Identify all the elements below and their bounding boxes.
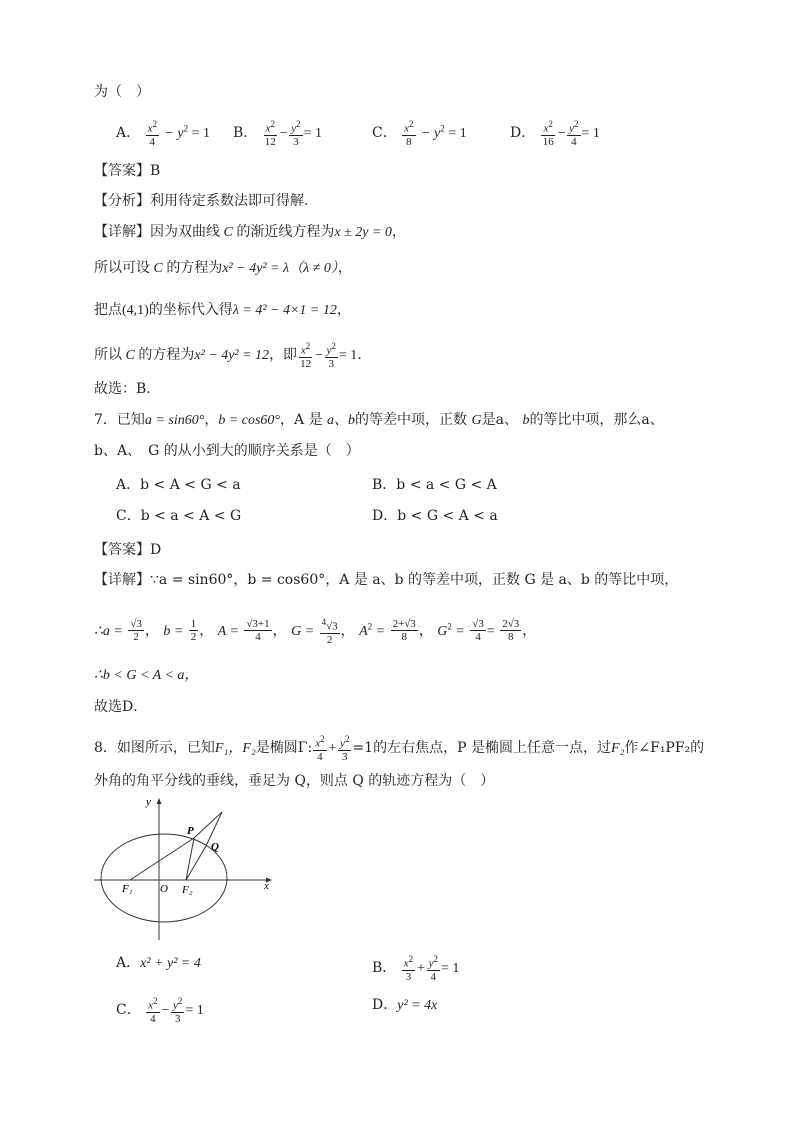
answer-value: B	[150, 163, 161, 179]
label-o: O	[160, 883, 168, 895]
answer-value: D	[150, 542, 162, 558]
fraction: $\frac{2√3}{8}$	[502, 618, 520, 644]
label-y: y	[146, 796, 151, 808]
q8-option-b: B． $\frac{x^2}{3}$ + $\frac{y^2}{4}$ = 1	[372, 954, 460, 983]
fraction: $\frac{^4√3}{2}$	[321, 617, 338, 646]
text: 把点	[94, 302, 122, 318]
text: 的等差中项，正数	[355, 412, 468, 428]
q8-stem-1: 8．如图所示，已知F₁，F₂是椭圆Γ: $\frac{x^2}{4}$ + $\frac{y^2}{3}$ =1的左右焦点，P 是椭圆上任意一点，过F₂作∠F₁PF₂的	[94, 734, 705, 763]
fraction: $\frac{y^2}{3}$	[326, 341, 336, 370]
q7-option-c: C．b < a < A < G	[116, 508, 242, 524]
text: ，即	[269, 346, 298, 363]
q7-option-b: B．b < a < G < A	[372, 477, 497, 493]
math: x² − 4y² = λ（λ ≠ 0）	[222, 261, 338, 276]
q6-choose: 故选：B.	[94, 381, 151, 397]
q7-stem-2: b、A、 G 的从小到大的顺序关系是（ ）	[94, 443, 360, 459]
var-c: C	[153, 261, 163, 276]
q7-answer	[94, 540, 161, 560]
q6-option-c: C． $\frac{x^2}{8}$ − $y^2 = 1$	[372, 119, 467, 148]
fraction: $\frac{x^2}{4}$	[147, 119, 157, 148]
fraction: $\frac{y^2}{4}$	[428, 954, 438, 983]
q7-option-a: A．b < A < G < a	[116, 477, 241, 493]
q8-option-c: C． $\frac{x^2}{4}$ − $\frac{y^2}{3}$ = 1	[116, 996, 204, 1025]
option-label: D．	[372, 997, 398, 1013]
text: 8．如图所示，已知	[94, 739, 215, 756]
math: y² = 4x	[397, 998, 438, 1013]
label-p: P	[187, 825, 194, 837]
segment-f1-p	[130, 838, 194, 880]
fraction: $\frac{√3}{2}$	[130, 618, 142, 644]
q8-stem-2: 外角的角平分线的垂线，垂足为 Q，则点 Q 的轨迹方程为（ ）	[94, 773, 495, 789]
q7-detail	[94, 570, 678, 590]
math: b	[522, 413, 530, 428]
text: 的坐标代入得	[148, 302, 233, 318]
q6-line-3	[94, 300, 351, 321]
fraction: $\frac{x^2}{3}$	[403, 954, 414, 983]
q8-option-d	[372, 995, 437, 1016]
q6-analysis	[94, 191, 308, 211]
fraction: $\frac{x^2}{4}$	[148, 996, 158, 1025]
var-c: C	[125, 347, 135, 363]
q6-option-d: D． $\frac{x^2}{16}$ − $\frac{y^2}{4}$ = 1	[510, 119, 600, 148]
math: b = cos60°	[218, 413, 281, 428]
q7-stem-1	[94, 410, 664, 431]
option-label: B．	[372, 959, 397, 976]
fraction: $\frac{1}{2}$	[190, 618, 197, 644]
fraction: $\frac{x^2}{4}$	[315, 734, 325, 763]
math: F₁，F₂	[214, 740, 256, 756]
fraction: $\frac{x^2}{8}$	[404, 119, 414, 148]
detail-text: ∵a = sin60°，b = cos60°，A 是 a、b 的等差中项，正数 G 是 a、b 的等比中项，	[150, 572, 679, 588]
q7-option-d: D．b < G < A < a	[372, 508, 498, 524]
text: 的等比中项，那么a、	[529, 412, 664, 428]
q7-choose: 故选D．	[94, 699, 148, 715]
detail-text: 因为双曲线	[150, 224, 220, 240]
q6-line-2	[94, 258, 352, 279]
option-label: B．	[233, 124, 258, 141]
math: x² − 4y² = 12	[194, 347, 270, 363]
text: 是椭圆Γ:	[255, 739, 313, 756]
math: λ = 4² − 4×1 = 12	[232, 303, 337, 318]
math: a = sin60°	[144, 413, 205, 428]
math: x² + y² = 4	[140, 956, 201, 971]
punct: ，	[391, 224, 406, 240]
fraction: $\frac{y^2}{3}$	[291, 119, 301, 148]
math: a、b	[327, 413, 356, 428]
fraction: $\frac{y^2}{4}$	[569, 119, 579, 148]
fraction: $\frac{2+√3}{8}$	[392, 618, 416, 644]
q6-stem-tail: 为（ ）	[94, 84, 150, 100]
analysis-text: 利用待定系数法即可得解.	[150, 193, 309, 209]
text: 是a、	[481, 412, 518, 428]
q7-conclusion	[94, 665, 198, 686]
punct: ，	[204, 412, 219, 428]
fraction: $\frac{x^2}{12}$	[300, 341, 312, 370]
option-label: A．	[116, 124, 141, 141]
var-c: C	[223, 225, 233, 240]
fraction: $\frac{y^2}{3}$	[173, 996, 183, 1025]
ellipse	[101, 834, 227, 922]
q6-option-a: A． $\frac{x^2}{4}$ − $y^2 = 1$	[116, 119, 210, 148]
label-q: Q	[211, 841, 219, 853]
punct: ，	[337, 260, 352, 276]
label-x: x	[264, 880, 269, 892]
punct: ，	[336, 302, 351, 318]
math: x ± 2y = 0	[334, 225, 392, 240]
punct: .	[357, 346, 362, 363]
text: 所以可设	[94, 260, 150, 276]
q6-answer	[94, 161, 160, 181]
q6-line-4: 所以 C 的方程为x² − 4y² = 12，即 $\frac{x^2}{12}$ − $\frac{y^2}{3}$ = 1.	[94, 341, 362, 370]
option-label: C．	[116, 1001, 141, 1018]
option-label: C．	[372, 124, 397, 141]
fraction: $\frac{y^2}{3}$	[340, 734, 350, 763]
text: =1的左右焦点，P 是椭圆上任意一点，过	[352, 739, 611, 756]
ellipse-figure	[94, 790, 284, 940]
math: G	[471, 413, 482, 428]
q8-option-a	[116, 953, 201, 974]
fraction: $\frac{√3+1}{4}$	[246, 618, 270, 644]
fraction: $\frac{x^2}{16}$	[542, 119, 554, 148]
q6-option-b: B． $\frac{x^2}{12}$ − $\frac{y^2}{3}$ = 1	[233, 119, 322, 148]
detail-tag: 【详解】	[94, 572, 150, 588]
fraction: $\frac{√3}{4}$	[472, 618, 484, 644]
text: 的方程为	[138, 346, 195, 363]
math: ∴b < G < A < a，	[94, 668, 199, 683]
option-label: A．	[116, 955, 141, 971]
fraction: $\frac{x^2}{12}$	[264, 119, 276, 148]
label-f1: F₁	[122, 883, 133, 895]
option-label: D．	[510, 124, 536, 141]
text: 所以	[94, 346, 122, 363]
math: (4,1)	[122, 303, 149, 318]
extension-line	[194, 812, 222, 838]
q7-values-line: ∴a = $\frac{√3}{2}$ ， b = $\frac{1}{2}$ ， A = $\frac{√3+1}{4}$ ， G = $\frac{^4√3}{2}$ ， $A^2$ = $\frac{2+√3}{8}$ ， $G^2$ = $\frac{√3}{4}$ = $\frac{2√3}{8}$ ，	[94, 617, 537, 646]
analysis-tag: 【分析】	[94, 193, 150, 209]
label-f2: F₂	[182, 884, 193, 896]
answer-tag: 【答案】	[94, 542, 150, 558]
detail-text: 的渐近线方程为	[236, 224, 335, 240]
answer-tag: 【答案】	[94, 163, 150, 179]
math: F₂	[610, 740, 625, 756]
text: 的方程为	[166, 260, 223, 276]
detail-tag: 【详解】	[94, 224, 150, 240]
text: ，A 是	[280, 412, 323, 428]
y-axis-arrow	[157, 798, 162, 804]
text: 7．已知	[94, 412, 145, 428]
q6-detail	[94, 222, 406, 243]
text: 作∠F₁PF₂的	[624, 739, 705, 756]
